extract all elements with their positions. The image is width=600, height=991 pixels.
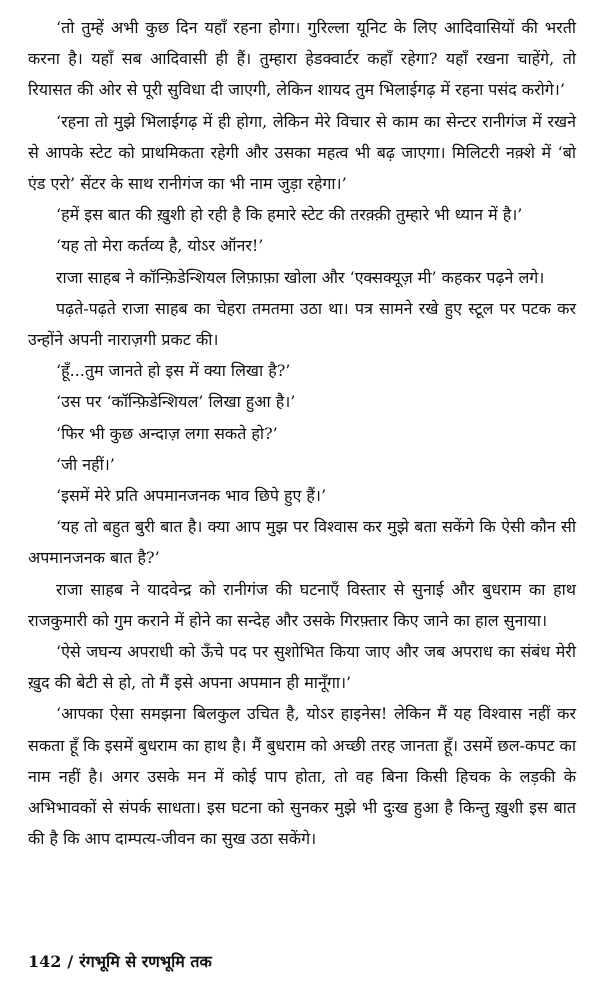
paragraph: ‘ऐसे जघन्य अपराधी को ऊँचे पद पर सुशोभित किया जाए और जब अपराध का संबंध मेरी ख़ुद की बेटी से हो, तो मैं इसे अपना अपमान ही मानूँगा।’ xyxy=(28,642,576,693)
paragraph: ‘यह तो मेरा कर्तव्य है, योऽर ऑनर!’ xyxy=(56,236,264,256)
body-text xyxy=(28,12,576,854)
footer-separator: / xyxy=(67,952,74,971)
paragraph: राजा साहब ने यादवेन्द्र को रानीगंज की घटनाएँ विस्तार से सुनाई और बुधराम का हाथ राजकुमारी को गुम कराने में होने का सन्देह और उसके गिरफ़्तार किए जाने का हाल सुनाया। xyxy=(28,579,576,630)
paragraph: ‘इसमें मेरे प्रति अपमानजनक भाव छिपे हुए हैं।’ xyxy=(56,486,327,506)
paragraph: ‘उस पर ‘कॉन्फ़िडेन्शियल’ लिखा हुआ है।’ xyxy=(56,392,296,412)
paragraph: ‘यह तो बहुत बुरी बात है। क्या आप मुझ पर विश्वास कर मुझे बता सकेंगे कि ऐसी कौन सी अपमानजनक बात है?’ xyxy=(28,517,576,568)
paragraph: ‘रहना तो मुझे भिलाईगढ़ में ही होगा, लेकिन मेरे विचार से काम का सेन्टर रानीगंज में रखने से आपके स्टेट को प्राथमिकता रहेगी और उसका महत्व भी बढ़ जाएगा। मिलिटरी नक़्शे में ‘बो एंड एरो’ सेंटर के साथ रानीगंज का भी नाम जुड़ा रहेगा।’ xyxy=(28,111,576,194)
paragraph: ‘जी नहीं।’ xyxy=(56,454,115,474)
paragraph: ‘हमें इस बात की ख़ुशी हो रही है कि हमारे स्टेट की तरक़्क़ी तुम्हारे भी ध्यान में है।’ xyxy=(56,205,523,225)
paragraph: ‘फिर भी कुछ अन्दाज़ लगा सकते हो?’ xyxy=(56,423,278,443)
paragraph: पढ़ते-पढ़ते राजा साहब का चेहरा तमतमा उठा था। पत्र सामने रखे हुए स्टूल पर पटक कर उन्होंने अपनी नाराज़गी प्रकट की। xyxy=(28,298,576,350)
paragraph: ‘आपका ऐसा समझना बिलकुल उचित है, योऽर हाइनेस! लेकिन मैं यह विश्वास नहीं कर सकता हूँ कि इसमें बुधराम का हाथ है। मैं बुधराम को अच्छी तरह जानता हूँ। उसमें छल-कपट का नाम नहीं है। अगर उसके मन में कोई पाप होता, तो वह बिना किसी हिचक के लड़की के अभिभावकों से संपर्क साधता। इस घटना को सुनकर मुझे भी दुःख हुआ है किन्तु ख़ुशी इस बात की है कि आप दाम्पत्य-जीवन का सुख उठा सकेंगे। xyxy=(28,704,576,849)
page-number: 142 xyxy=(28,952,62,971)
page-footer xyxy=(28,950,212,972)
paragraph: राजा साहब ने कॉन्फ़िडेन्शियल लिफ़ाफ़ा खोला और ‘एक्सक्यूज़ मी’ कहकर पढ़ने लगे। xyxy=(56,267,545,287)
book-title: रंगभूमि से रणभूमि तक xyxy=(79,952,212,971)
paragraph: ‘हूँ...तुम जानते हो इस में क्या लिखा है?’ xyxy=(56,361,291,381)
paragraph: ‘तो तुम्हें अभी कुछ दिन यहाँ रहना होगा। गुरिल्ला यूनिट के लिए आदिवासियों की भरती करना है। यहाँ सब आदिवासी ही हैं। तुम्हारा हेडक्वार्टर कहाँ रहेगा? यहाँ रखना चाहेंगे, तो रियासत की ओर से पूरी सुविधा दी जाएगी, लेकिन शायद तुम भिलाईगढ़ में रहना पसंद करोगे।’ xyxy=(28,18,576,100)
